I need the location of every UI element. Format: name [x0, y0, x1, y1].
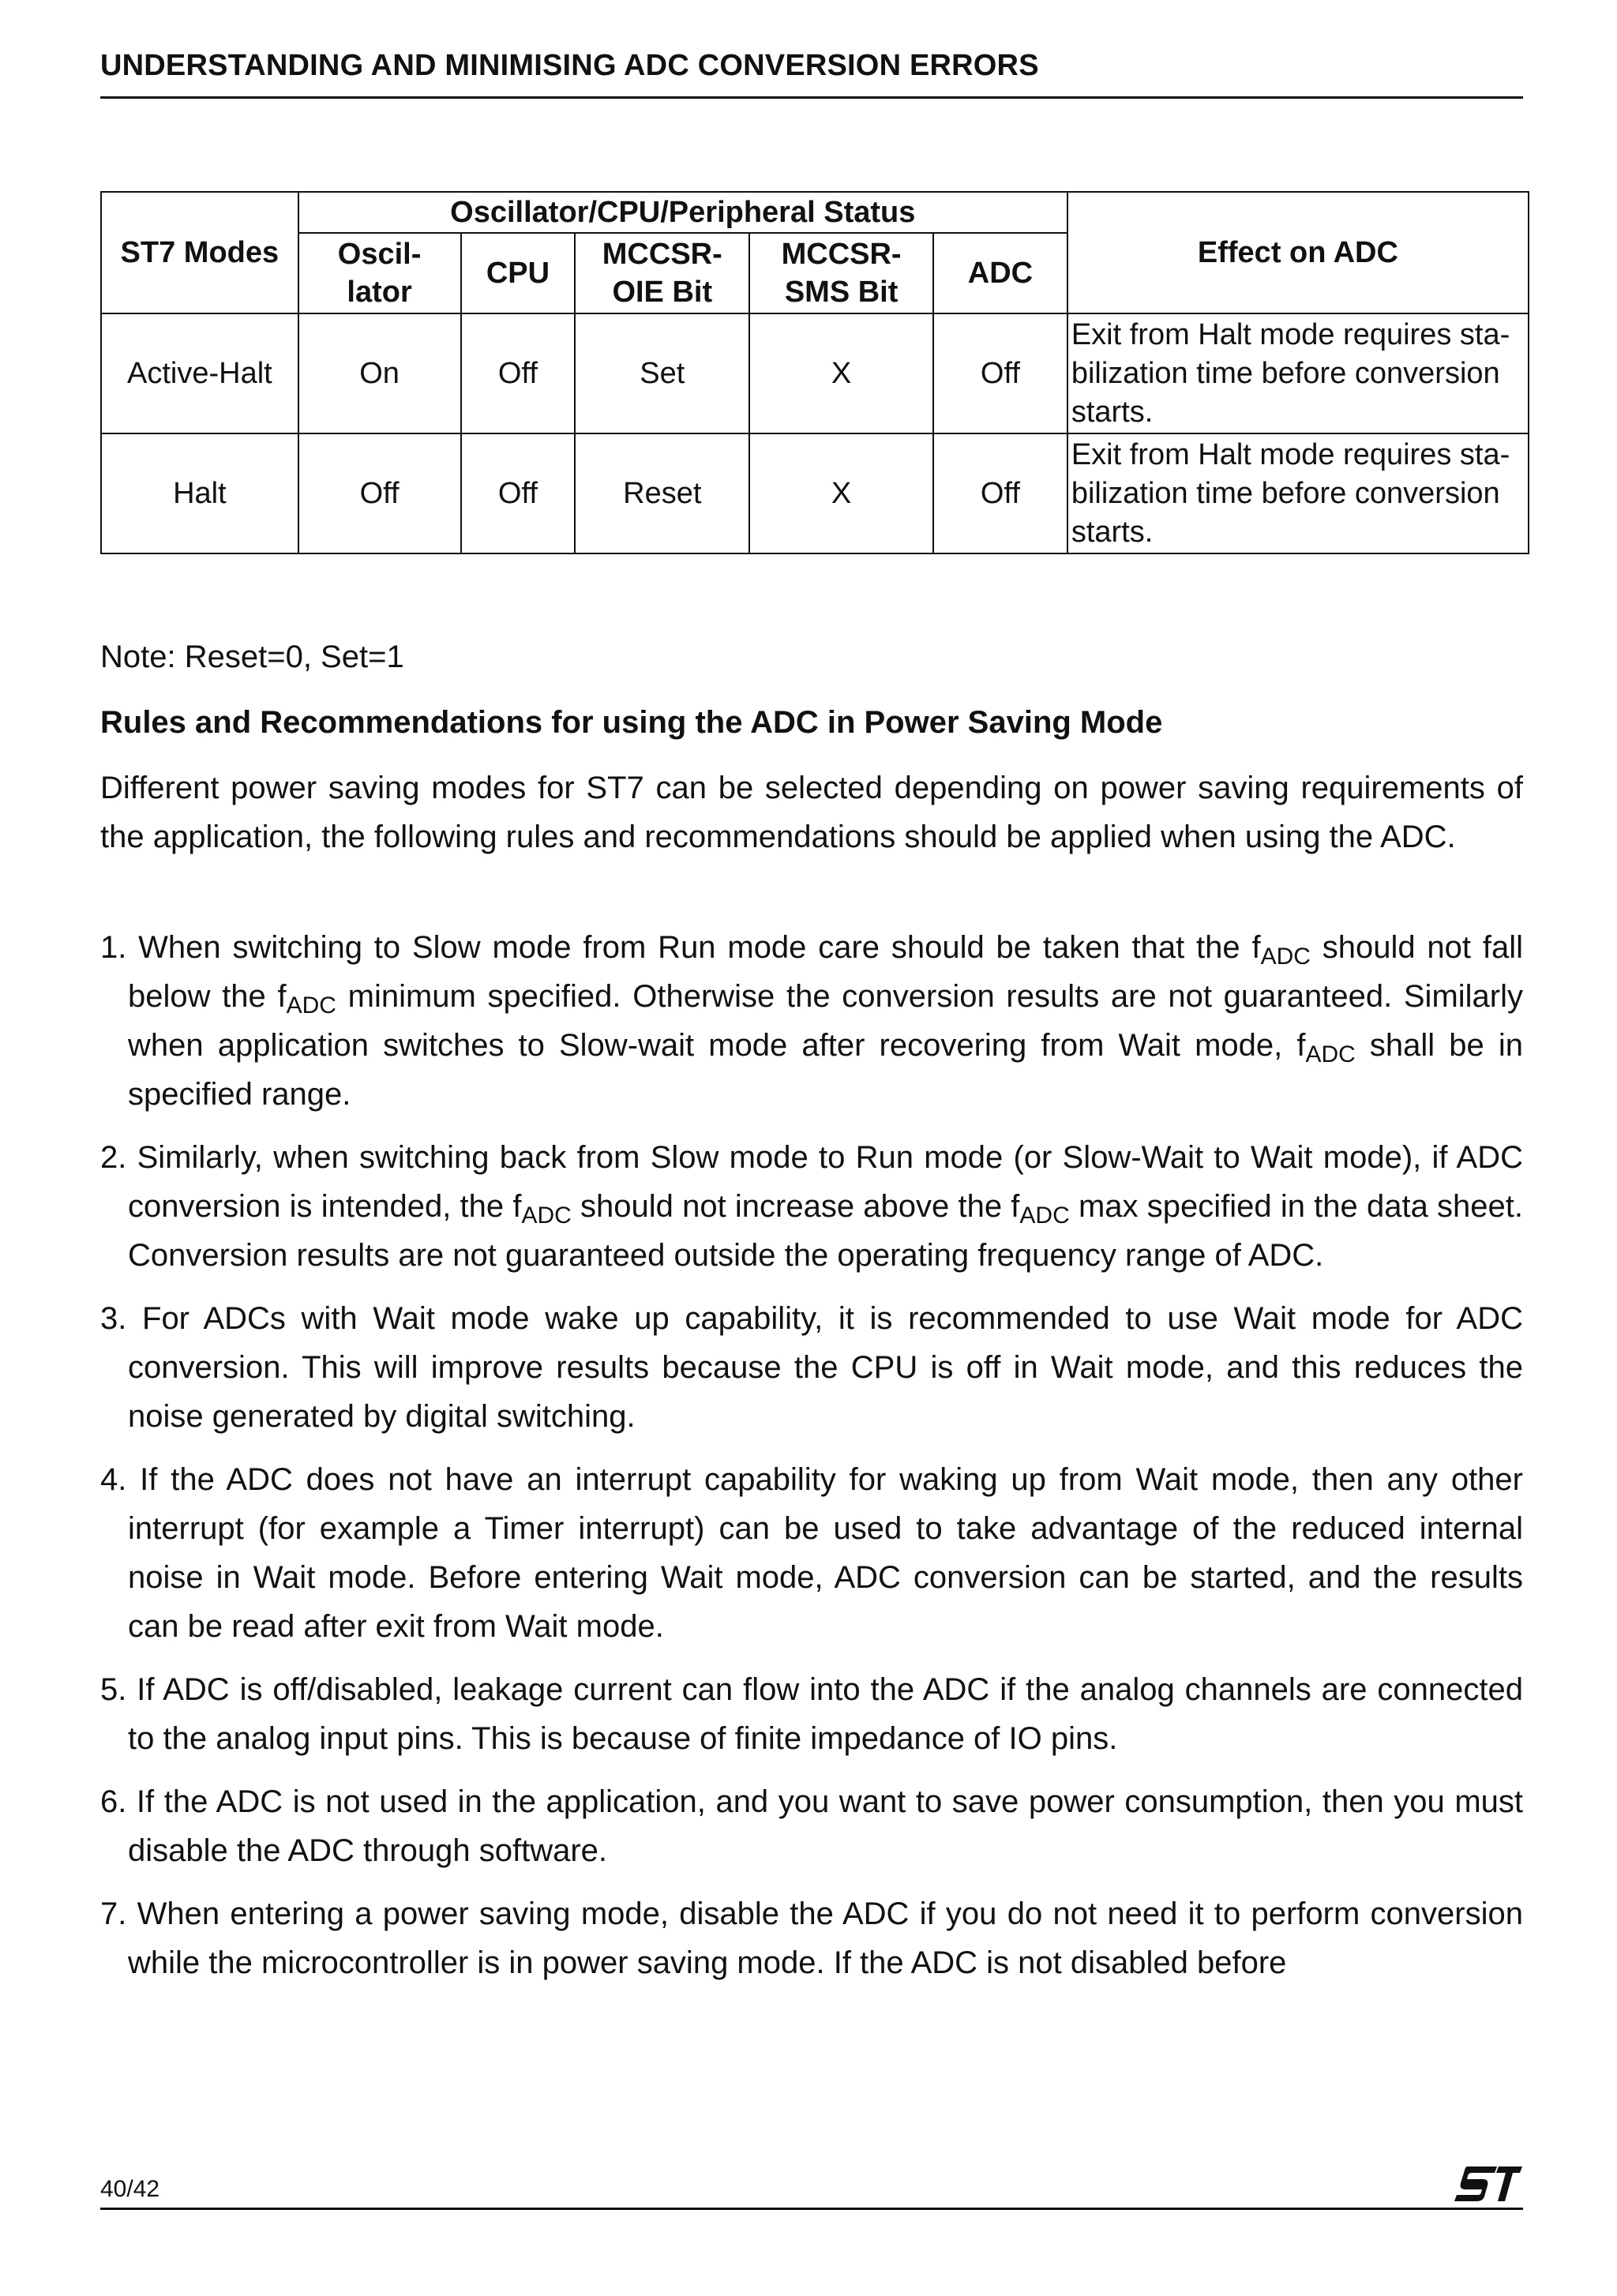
cell-sms-bit: X — [749, 313, 933, 433]
header-effect-on-adc: Effect on ADC — [1067, 192, 1529, 313]
cell-cpu: Off — [461, 433, 576, 553]
footer-divider — [100, 2208, 1523, 2210]
cell-effect: Exit from Halt mode requires sta- bilization time before conversion starts. — [1067, 313, 1529, 433]
page-header-title: UNDERSTANDING AND MINIMISING ADC CONVERSION ERRORS — [100, 49, 1039, 82]
header-status-group: Oscillator/CPU/Peripheral Status — [298, 192, 1067, 233]
header-divider — [100, 96, 1523, 99]
list-item: 5. If ADC is off/disabled, leakage current can flow into the ADC if the analog channels are connected to the analog input pins. This is because of finite impedance of IO pins. — [100, 1672, 1523, 1756]
cell-oscillator: Off — [298, 433, 461, 553]
page-number: 40/42 — [100, 2176, 160, 2202]
cell-sms-bit: X — [749, 433, 933, 553]
section-heading: Rules and Recommendations for using the ADC in Power Saving Mode — [100, 705, 1163, 740]
header-st7-modes: ST7 Modes — [101, 192, 298, 313]
cell-cpu: Off — [461, 313, 576, 433]
table-row — [101, 313, 1529, 433]
cell-oie-bit: Set — [575, 313, 749, 433]
list-item: 7. When entering a power saving mode, disable the ADC if you do not need it to perform conversion while the microcontroller is in power saving mode. If the ADC is not disabled before — [100, 1896, 1523, 1980]
cell-oie-bit: Reset — [575, 433, 749, 553]
cell-effect: Exit from Halt mode requires sta- bilization time before conversion starts. — [1067, 433, 1529, 553]
table-note: Note: Reset=0, Set=1 — [100, 640, 404, 674]
header-sms-bit: MCCSR- SMS Bit — [749, 233, 933, 313]
list-item: 1. When switching to Slow mode from Run mode care should be taken that the $f_{ADC}$ should not fall below the $f_{ADC}$ minimum specified. Otherwise the conversion results are not guaranteed. Similarly when application switches to Slow-wait mode after recovering from Wait mode, $f_{ADC}$ shall be in specified range. — [100, 930, 1524, 1112]
cell-mode: Halt — [101, 433, 298, 553]
cell-adc: Off — [933, 313, 1067, 433]
header-adc: ADC — [933, 233, 1067, 313]
intro-paragraph: Different power saving modes for ST7 can be selected depending on power saving requirements of the application, the following rules and recommendations should be applied when using the ADC. — [100, 771, 1523, 854]
list-item: 4. If the ADC does not have an interrupt capability for waking up from Wait mode, then any other interrupt (for example a Timer interrupt) can be used to take advantage of the reduced internal noise in Wait mode. Before entering Wait mode, ADC conversion can be started, and the results can be read after exit from Wait mode. — [100, 1462, 1523, 1644]
rules-list — [100, 923, 1523, 2001]
table-row — [101, 433, 1529, 553]
cell-oscillator: On — [298, 313, 461, 433]
list-item: 6. If the ADC is not used in the application, and you want to save power consumption, then you must disable the ADC through software. — [100, 1784, 1523, 1868]
list-item: 3. For ADCs with Wait mode wake up capability, it is recommended to use Wait mode for ADC conversion. This will improve results because the CPU is off in Wait mode, and this reduces the noise generated by digital switching. — [100, 1301, 1523, 1434]
header-oscillator: Oscil- lator — [298, 233, 461, 313]
cell-mode: Active-Halt — [101, 313, 298, 433]
list-item: 2. Similarly, when switching back from Slow mode to Run mode (or Slow-Wait to Wait mode), if ADC conversion is intended, the $f_{ADC}$ should not increase above the $f_{ADC}$ max specified in the data sheet. Conversion results are not guaranteed outside the operating frequency range of ADC. — [100, 1140, 1523, 1273]
header-oie-bit: MCCSR- OIE Bit — [575, 233, 749, 313]
header-cpu: CPU — [461, 233, 576, 313]
cell-adc: Off — [933, 433, 1067, 553]
power-modes-table — [100, 191, 1529, 554]
st-logo-icon — [1451, 2163, 1524, 2204]
